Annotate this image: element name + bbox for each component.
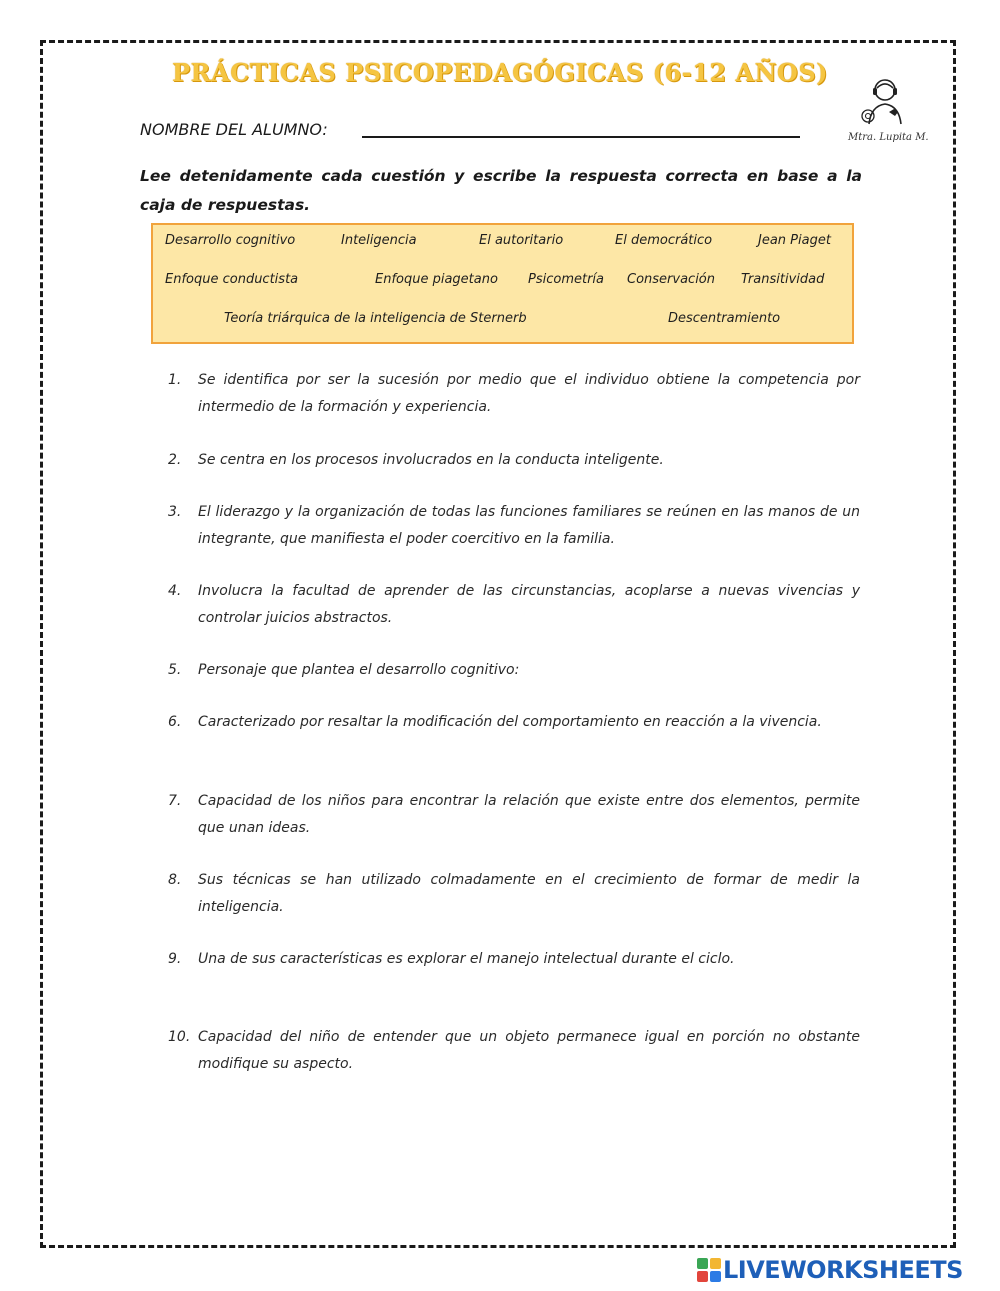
question-item — [168, 1024, 860, 1078]
instructions-text: Lee detenidamente cada cuestión y escribe la respuesta correcta en base a la caja de respuestas. — [140, 167, 862, 214]
answer-word: Desarrollo cognitivo — [165, 233, 296, 248]
question-item — [168, 788, 860, 842]
answer-word-bank — [151, 223, 854, 344]
answer-word: Jean Piaget — [758, 233, 831, 248]
question-text: Capacidad del niño de entender que un objeto permanece igual en porción no obstante modifique su aspecto. — [198, 1029, 860, 1072]
question-item — [168, 499, 860, 553]
teacher-avatar-icon — [855, 74, 915, 130]
question-text: Se identifica por ser la sucesión por medio que el individuo obtiene la competencia por intermedio de la formación y experiencia. — [198, 372, 860, 415]
question-number: 8. — [168, 872, 182, 888]
teacher-signature: Mtra. Lupita M. — [848, 132, 929, 143]
question-item — [168, 657, 860, 684]
answer-word: El democrático — [615, 233, 713, 248]
answer-word: El autoritario — [479, 233, 564, 248]
answer-word: Conservación — [627, 272, 715, 287]
question-text: Personaje que plantea el desarrollo cognitivo: — [198, 662, 520, 678]
answer-word: Psicometría — [528, 272, 605, 287]
liveworksheets-blocks-icon — [697, 1258, 721, 1282]
answer-word: Inteligencia — [341, 233, 417, 248]
question-item — [168, 709, 860, 736]
question-item — [168, 946, 860, 973]
answer-word: Transitividad — [741, 272, 825, 287]
question-text: Involucra la facultad de aprender de las circunstancias, acoplarse a nuevas vivencias y controlar juicios abstractos. — [198, 583, 860, 626]
question-item — [168, 447, 860, 474]
question-text: Caracterizado por resaltar la modificación del comportamiento en reacción a la vivencia. — [198, 714, 822, 730]
liveworksheets-logo[interactable] — [697, 1256, 963, 1284]
question-text: Capacidad de los niños para encontrar la relación que existe entre dos elementos, permite que unan ideas. — [198, 793, 860, 836]
worksheet-title: PRÁCTICAS PSICOPEDAGÓGICAS (6-12 AÑOS) — [171, 58, 829, 87]
answer-word: Teoría triárquica de la inteligencia de Sternerb — [224, 311, 527, 326]
question-number: 1. — [168, 372, 182, 388]
question-number: 6. — [168, 714, 182, 730]
question-number: 9. — [168, 951, 182, 967]
question-item — [168, 867, 860, 921]
question-text: Sus técnicas se han utilizado colmadamente en el crecimiento de formar de medir la inteligencia. — [198, 872, 860, 915]
question-text: Una de sus características es explorar el manejo intelectual durante el ciclo. — [198, 951, 735, 967]
answer-word: Descentramiento — [668, 311, 781, 326]
student-name-label: NOMBRE DEL ALUMNO: — [140, 120, 328, 139]
question-number: 7. — [168, 793, 182, 809]
question-number: 2. — [168, 452, 182, 468]
answer-word: Enfoque piagetano — [375, 272, 498, 287]
answer-word: Enfoque conductista — [165, 272, 299, 287]
question-text: El liderazgo y la organización de todas las funciones familiares se reúnen en las manos de un integrante, que manifiesta el poder coercitivo en la familia. — [198, 504, 860, 547]
question-number: 4. — [168, 583, 182, 599]
question-text: Se centra en los procesos involucrados en la conducta inteligente. — [198, 452, 664, 468]
question-item — [168, 578, 860, 632]
question-number: 3. — [168, 504, 182, 520]
question-number: 10. — [168, 1029, 191, 1045]
question-item — [168, 367, 860, 421]
liveworksheets-brand-text: LIVEWORKSHEETS — [723, 1256, 963, 1284]
student-name-input-line[interactable] — [362, 136, 800, 138]
question-number: 5. — [168, 662, 182, 678]
